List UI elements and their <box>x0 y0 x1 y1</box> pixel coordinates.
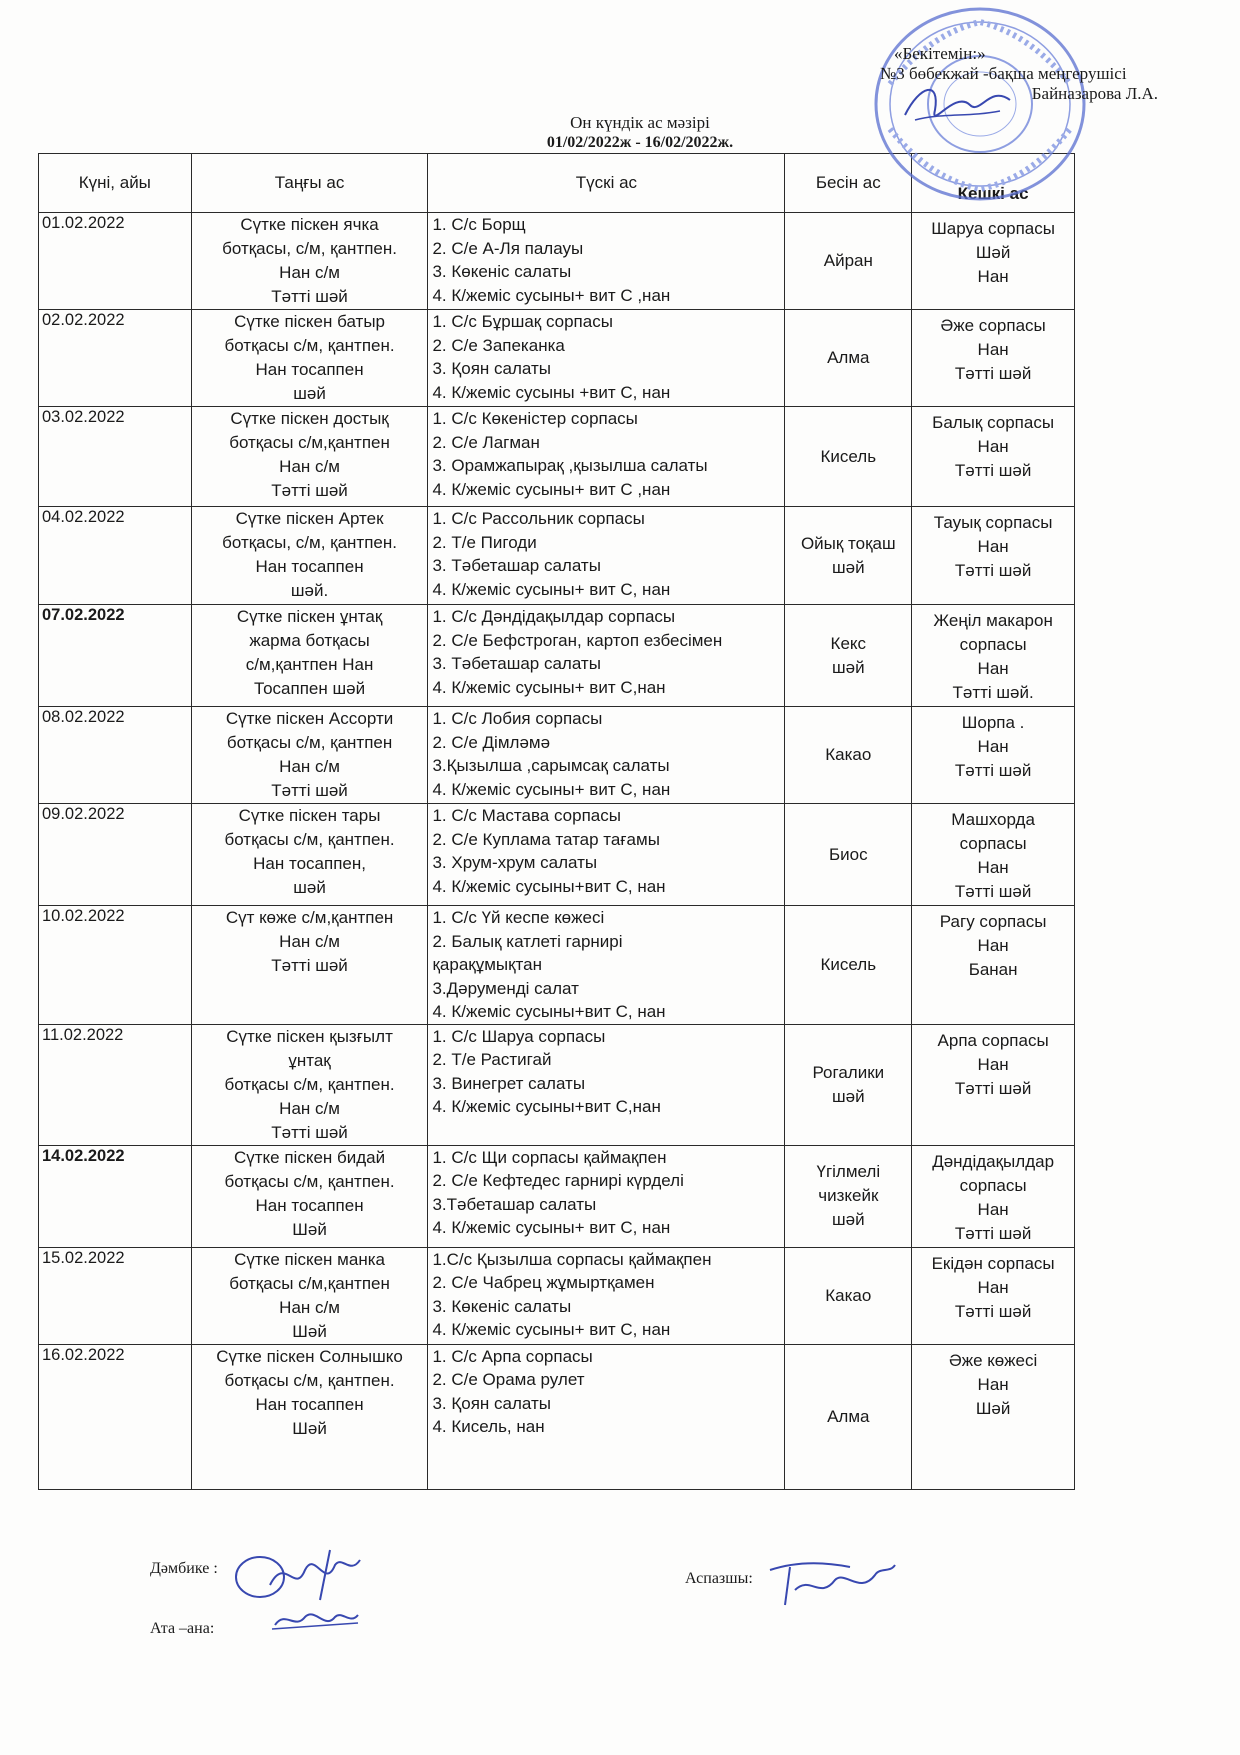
document-title <box>540 113 740 153</box>
breakfast-line: Тосаппен шәй <box>254 679 366 698</box>
date-cell: 04.02.2022 <box>39 507 192 605</box>
approval-line3: Байназарова Л.А. <box>1031 84 1158 103</box>
table-row <box>39 1145 1075 1247</box>
lunch-item: 3. Көкеніс салаты <box>432 1296 572 1316</box>
dinner-cell <box>912 1247 1075 1344</box>
dinner-line: Тәтті шәй <box>954 1078 1032 1098</box>
table-row <box>39 605 1075 707</box>
breakfast-line: ботқасы, с/м, қантпен. <box>222 533 397 552</box>
lunch-item: 4. К/жеміс сусыны+вит С, нан <box>432 1002 666 1021</box>
dinner-line: Нан <box>977 1374 1009 1394</box>
snack-cell <box>785 1024 912 1145</box>
lunch-item: 1. С/с Борщ <box>432 215 526 234</box>
snack-cell <box>785 1247 912 1344</box>
dinner-line: Шорпа . <box>961 713 1025 732</box>
lunch-item: 4. К/жеміс сусыны+ вит С, нан <box>432 779 671 799</box>
dinner-line: Нан <box>977 858 1009 877</box>
breakfast-line: Нан с/м <box>279 932 340 951</box>
dinner-line: Нан <box>977 1277 1009 1297</box>
dinner-cell <box>912 310 1075 407</box>
breakfast-line: Сүт көже с/м,қантпен <box>225 908 394 927</box>
dinner-line: Нан <box>977 936 1009 955</box>
snack-cell <box>785 1145 912 1247</box>
cook-label: Аспазшы: <box>685 1570 753 1587</box>
snack-line: Какао <box>825 1285 872 1305</box>
dinner-line: Нан <box>977 537 1009 556</box>
snack-line: Үгілмелі <box>816 1162 881 1181</box>
lunch-cell <box>428 707 785 804</box>
breakfast-cell <box>191 1024 428 1145</box>
breakfast-line: Нан тосаппен <box>255 360 364 379</box>
breakfast-line: Сүтке піскен Артек <box>235 509 384 528</box>
dinner-cell <box>912 1344 1075 1489</box>
table-row <box>39 707 1075 804</box>
breakfast-cell <box>191 707 428 804</box>
breakfast-line: Нан тосаппен <box>255 1195 364 1215</box>
breakfast-line: шәй <box>293 384 326 403</box>
snack-line: Алма <box>827 1406 870 1426</box>
dinner-line: Тәтті шәй <box>954 561 1032 580</box>
menu-table <box>38 153 1075 1490</box>
lunch-item: 2. С/е Дімләмә <box>432 732 551 752</box>
date-cell: 16.02.2022 <box>39 1344 192 1489</box>
breakfast-line: Сүтке піскен ұнтақ <box>236 607 383 626</box>
dinner-line: Дәндідақылдар <box>932 1151 1055 1171</box>
breakfast-line: с/м,қантпен Нан <box>245 655 374 674</box>
breakfast-line: Тәтті шәй <box>271 956 348 975</box>
breakfast-line: ботқасы с/м,қантпен <box>229 433 390 452</box>
breakfast-line: ұнтақ <box>288 1050 331 1070</box>
breakfast-cell <box>191 407 428 507</box>
breakfast-line: ботқасы с/м, қантпен. <box>224 1171 395 1191</box>
breakfast-cell <box>191 1145 428 1247</box>
lunch-cell <box>428 804 785 906</box>
breakfast-cell <box>191 804 428 906</box>
breakfast-line: Нан тосаппен <box>255 1394 364 1414</box>
header-snack: Бесін ас <box>785 154 912 213</box>
table-row <box>39 213 1075 310</box>
lunch-item: 4. К/жеміс сусыны+ вит С ,нан <box>432 285 671 305</box>
snack-cell <box>785 310 912 407</box>
header-breakfast: Таңғы ас <box>191 154 428 213</box>
parent-label: Ата –ана: <box>150 1620 215 1637</box>
lunch-item: 1. С/с Арпа сорпасы <box>432 1346 593 1366</box>
lunch-item: 2. С/е Лагман <box>432 432 540 452</box>
breakfast-line: Сүтке піскен Солнышко <box>216 1346 403 1366</box>
lunch-cell <box>428 213 785 310</box>
dinner-line: Шәй <box>975 1398 1011 1418</box>
breakfast-line: ботқасы с/м, қантпен. <box>224 1370 395 1390</box>
breakfast-cell <box>191 213 428 310</box>
nurse-label: Дәмбике : <box>150 1560 218 1577</box>
dinner-line: Нан <box>977 659 1009 678</box>
dinner-line: Шаруа сорпасы <box>931 219 1055 238</box>
breakfast-line: Нан с/м <box>279 1297 340 1317</box>
breakfast-line: Сүтке піскен манка <box>234 1249 385 1269</box>
snack-line: Рогалики <box>812 1062 885 1082</box>
table-row <box>39 804 1075 906</box>
snack-line: Айран <box>823 251 873 270</box>
snack-line: Ойық тоқаш <box>800 533 896 553</box>
breakfast-line: Нан с/м <box>279 263 340 282</box>
snack-line: шәй <box>832 557 865 577</box>
lunch-item: 2. Т/е Пигоди <box>432 532 537 552</box>
lunch-cell <box>428 1247 785 1344</box>
date-cell: 08.02.2022 <box>39 707 192 804</box>
breakfast-line: Шәй <box>292 1321 327 1341</box>
breakfast-line: Сүтке піскен достық <box>230 409 389 428</box>
header-date: Күні, айы <box>39 154 192 213</box>
dinner-line: Нан <box>977 340 1009 359</box>
lunch-item: 3.Тәбеташар салаты <box>432 1194 597 1214</box>
lunch-cell <box>428 906 785 1025</box>
breakfast-cell <box>191 1344 428 1489</box>
breakfast-line: Тәтті шәй <box>271 287 348 306</box>
dinner-line: Тауық сорпасы <box>933 513 1053 532</box>
dinner-line: сорпасы <box>959 834 1027 853</box>
lunch-item: 4. К/жеміс сусыны +вит С, нан <box>432 382 671 402</box>
dinner-line: Әже сорпасы <box>940 316 1046 335</box>
lunch-item: 3. Хрум-хрум салаты <box>432 853 598 872</box>
lunch-item: 1. С/с Үй кеспе көжесі <box>432 908 605 927</box>
breakfast-line: Нан тосаппен <box>255 557 364 576</box>
lunch-cell <box>428 1344 785 1489</box>
dinner-line: Рагу сорпасы <box>939 912 1047 931</box>
breakfast-line: Нан с/м <box>279 757 340 776</box>
date-cell: 03.02.2022 <box>39 407 192 507</box>
dinner-line: Жеңіл макарон <box>933 611 1053 630</box>
lunch-cell <box>428 310 785 407</box>
snack-line: Биос <box>829 844 868 864</box>
breakfast-line: Шәй <box>292 1219 327 1239</box>
breakfast-line: ботқасы с/м, қантпен <box>226 733 393 752</box>
lunch-item: 2. С/е Куплама татар тағамы <box>432 829 660 849</box>
breakfast-line: ботқасы с/м, қантпен. <box>224 1074 395 1094</box>
approval-line1: «Бекітемін:» <box>894 44 986 63</box>
snack-cell <box>785 707 912 804</box>
breakfast-line: Тәтті шәй <box>271 781 348 800</box>
lunch-item: 4. К/жеміс сусыны+вит С,нан <box>432 1097 661 1116</box>
snack-cell <box>785 1344 912 1489</box>
dinner-line: Банан <box>968 960 1018 979</box>
dinner-line: Екідән сорпасы <box>931 1253 1055 1273</box>
lunch-item: 2. С/е Кефтедес гарнирі күрделі <box>432 1171 684 1190</box>
breakfast-cell <box>191 605 428 707</box>
breakfast-line: Сүтке піскен бидай <box>233 1147 386 1167</box>
cook-signature <box>760 1555 900 1610</box>
breakfast-line: ботқасы с/м, қантпен. <box>224 336 395 355</box>
dinner-line: Балық сорпасы <box>932 413 1055 432</box>
dinner-line: Тәтті шәй <box>954 761 1032 780</box>
breakfast-line: ботқасы с/м,қантпен <box>229 1273 390 1293</box>
lunch-item: 1. С/с Көкеністер сорпасы <box>432 409 638 428</box>
table-row <box>39 507 1075 605</box>
lunch-item: 1. С/с Дәндідақылдар сорпасы <box>432 607 676 626</box>
breakfast-line: Сүтке піскен ячка <box>240 215 379 234</box>
dinner-line: Тәтті шәй <box>954 461 1032 480</box>
lunch-cell <box>428 605 785 707</box>
title-line1: Он күндік ас мәзірі <box>570 113 710 132</box>
lunch-cell <box>428 407 785 507</box>
breakfast-cell <box>191 1247 428 1344</box>
dinner-cell <box>912 507 1075 605</box>
breakfast-line: жарма ботқасы <box>249 631 370 650</box>
date-cell: 10.02.2022 <box>39 906 192 1025</box>
lunch-item: 3.Дәрумендi салат <box>432 978 579 998</box>
nurse-signature <box>230 1545 370 1605</box>
dinner-line: Тәтті шәй <box>954 1301 1032 1321</box>
date-cell: 11.02.2022 <box>39 1024 192 1145</box>
dinner-line: Тәтті шәй <box>954 364 1032 383</box>
dinner-line: Машхорда <box>951 810 1035 829</box>
breakfast-line: шәй <box>293 878 326 897</box>
lunch-item: 1. С/с Мастава сорпасы <box>432 806 621 825</box>
dinner-line: Әже көжесі <box>948 1350 1038 1370</box>
snack-line: чизкейк <box>818 1186 879 1205</box>
lunch-item: 4. К/жеміс сусыны+ вит С, нан <box>432 1320 671 1339</box>
lunch-item: 2. С/е Орама рулет <box>432 1370 585 1389</box>
snack-cell <box>785 804 912 906</box>
lunch-cell <box>428 1145 785 1247</box>
dinner-cell <box>912 707 1075 804</box>
lunch-item: 1. С/с Лобия сорпасы <box>432 709 603 728</box>
header-lunch: Түскі ас <box>428 154 785 213</box>
dinner-line: сорпасы <box>959 635 1027 654</box>
lunch-item: 2. Балық катлеті гарнирі <box>432 931 623 951</box>
breakfast-line: Нан с/м <box>279 1098 340 1118</box>
breakfast-line: ботқасы с/м, қантпен. <box>224 830 395 849</box>
breakfast-cell <box>191 507 428 605</box>
lunch-item: 1. С/с Шаруа сорпасы <box>432 1026 606 1046</box>
breakfast-line: Тәтті шәй <box>271 481 348 500</box>
dinner-cell <box>912 213 1075 310</box>
breakfast-cell <box>191 906 428 1025</box>
dinner-cell <box>912 407 1075 507</box>
lunch-item: 2. С/е Чабрец жұмыртқамен <box>432 1273 655 1292</box>
dinner-line: Нан <box>977 1199 1009 1219</box>
lunch-cell <box>428 1024 785 1145</box>
breakfast-line: Сүтке піскен батыр <box>234 312 386 331</box>
date-cell: 09.02.2022 <box>39 804 192 906</box>
snack-line: шәй <box>832 1210 865 1229</box>
snack-line: Кисель <box>820 954 877 974</box>
lunch-item: 3. Қоян салаты <box>432 1393 552 1413</box>
lunch-item: 4. Кисель, нан <box>432 1417 545 1436</box>
snack-line: шәй <box>832 1086 865 1106</box>
snack-line: Алма <box>827 348 870 367</box>
snack-cell <box>785 213 912 310</box>
dinner-line: Нан <box>977 267 1009 286</box>
lunch-item: қарақұмықтан <box>432 955 542 974</box>
lunch-item: 2. С/е А-Ля палауы <box>432 238 584 258</box>
dinner-line: Тәтті шәй <box>954 882 1032 901</box>
dinner-line: Нан <box>977 1054 1009 1074</box>
dinner-line: сорпасы <box>959 1175 1027 1195</box>
lunch-item: 4. К/жеміс сусыны+ вит С ,нан <box>432 479 671 499</box>
snack-line: Какао <box>825 745 872 764</box>
table-row <box>39 310 1075 407</box>
table-row <box>39 407 1075 507</box>
lunch-item: 1. С/с Щи сорпасы қаймақпен <box>432 1147 667 1167</box>
lunch-item: 2. Т/е Растигай <box>432 1050 552 1069</box>
lunch-item: 3. Тәбеташар салаты <box>432 654 601 673</box>
dinner-line: Нан <box>977 737 1009 756</box>
date-cell: 07.02.2022 <box>39 605 192 707</box>
dinner-line: Арпа сорпасы <box>937 1030 1049 1050</box>
dinner-cell <box>912 906 1075 1025</box>
dinner-line: Тәтті шәй <box>954 1223 1032 1243</box>
lunch-item: 1. С/с Рассольник сорпасы <box>432 509 645 528</box>
breakfast-line: ботқасы, с/м, қантпен. <box>222 239 397 258</box>
snack-cell <box>785 407 912 507</box>
breakfast-line: Нан тосаппен, <box>253 854 366 873</box>
dinner-cell <box>912 804 1075 906</box>
lunch-cell <box>428 507 785 605</box>
breakfast-line: Сүтке піскен тары <box>238 806 381 825</box>
header-dinner: Кешкі ас <box>912 154 1075 213</box>
dinner-line: Шәй <box>975 243 1011 262</box>
snack-line: шәй <box>832 657 865 677</box>
snack-cell <box>785 605 912 707</box>
dinner-cell <box>912 605 1075 707</box>
dinner-line: Нан <box>977 437 1009 456</box>
date-cell: 02.02.2022 <box>39 310 192 407</box>
dinner-cell <box>912 1024 1075 1145</box>
snack-cell <box>785 906 912 1025</box>
lunch-item: 3. Көкеніс салаты <box>432 262 572 281</box>
lunch-item: 3.Қызылша ,сарымсақ салаты <box>432 756 670 775</box>
lunch-item: 3. Тәбеташар салаты <box>432 556 601 575</box>
approval-line2: №3 бөбекжай -бақша меңгерушісі <box>880 64 1127 83</box>
breakfast-line: Нан с/м <box>279 457 340 476</box>
title-date-range: 01/02/2022ж - 16/02/2022ж. <box>546 134 734 151</box>
lunch-item: 3. Орамжапырақ ,қызылша салаты <box>432 456 708 475</box>
table-row <box>39 1344 1075 1489</box>
lunch-item: 4. К/жеміс сусыны+ вит С,нан <box>432 677 666 697</box>
lunch-item: 1. С/с Бұршақ сорпасы <box>432 312 613 331</box>
lunch-item: 1.С/с Қызылша сорпасы қаймақпен <box>432 1249 712 1269</box>
lunch-item: 4. К/жеміс сусыны+ вит С, нан <box>432 579 671 599</box>
approval-block <box>880 44 1180 104</box>
dinner-cell <box>912 1145 1075 1247</box>
lunch-item: 3. Қоян салаты <box>432 359 552 378</box>
breakfast-cell <box>191 310 428 407</box>
lunch-item: 3. Винегрет салаты <box>432 1073 586 1093</box>
snack-cell <box>785 507 912 605</box>
breakfast-line: шәй. <box>290 581 329 600</box>
dinner-line: Тәтті шәй. <box>952 683 1034 702</box>
date-cell: 01.02.2022 <box>39 213 192 310</box>
table-row <box>39 1024 1075 1145</box>
table-row <box>39 1247 1075 1344</box>
breakfast-line: Шәй <box>292 1418 327 1438</box>
parent-signature <box>270 1605 360 1635</box>
lunch-item: 2. С/е Запеканка <box>432 335 565 355</box>
snack-line: Кекс <box>830 633 867 653</box>
breakfast-line: Сүтке піскен қызғылт <box>226 1026 393 1046</box>
snack-line: Кисель <box>820 446 877 466</box>
date-cell: 15.02.2022 <box>39 1247 192 1344</box>
lunch-item: 4. К/жеміс сусыны+ вит С, нан <box>432 1218 671 1237</box>
lunch-item: 2. С/е Бефстроган, картоп езбесімен <box>432 630 723 650</box>
lunch-item: 4. К/жеміс сусыны+вит С, нан <box>432 876 666 896</box>
breakfast-line: Тәтті шәй <box>271 1122 348 1142</box>
date-cell: 14.02.2022 <box>39 1145 192 1247</box>
table-row <box>39 906 1075 1025</box>
breakfast-line: Сүтке піскен Ассорти <box>225 709 394 728</box>
